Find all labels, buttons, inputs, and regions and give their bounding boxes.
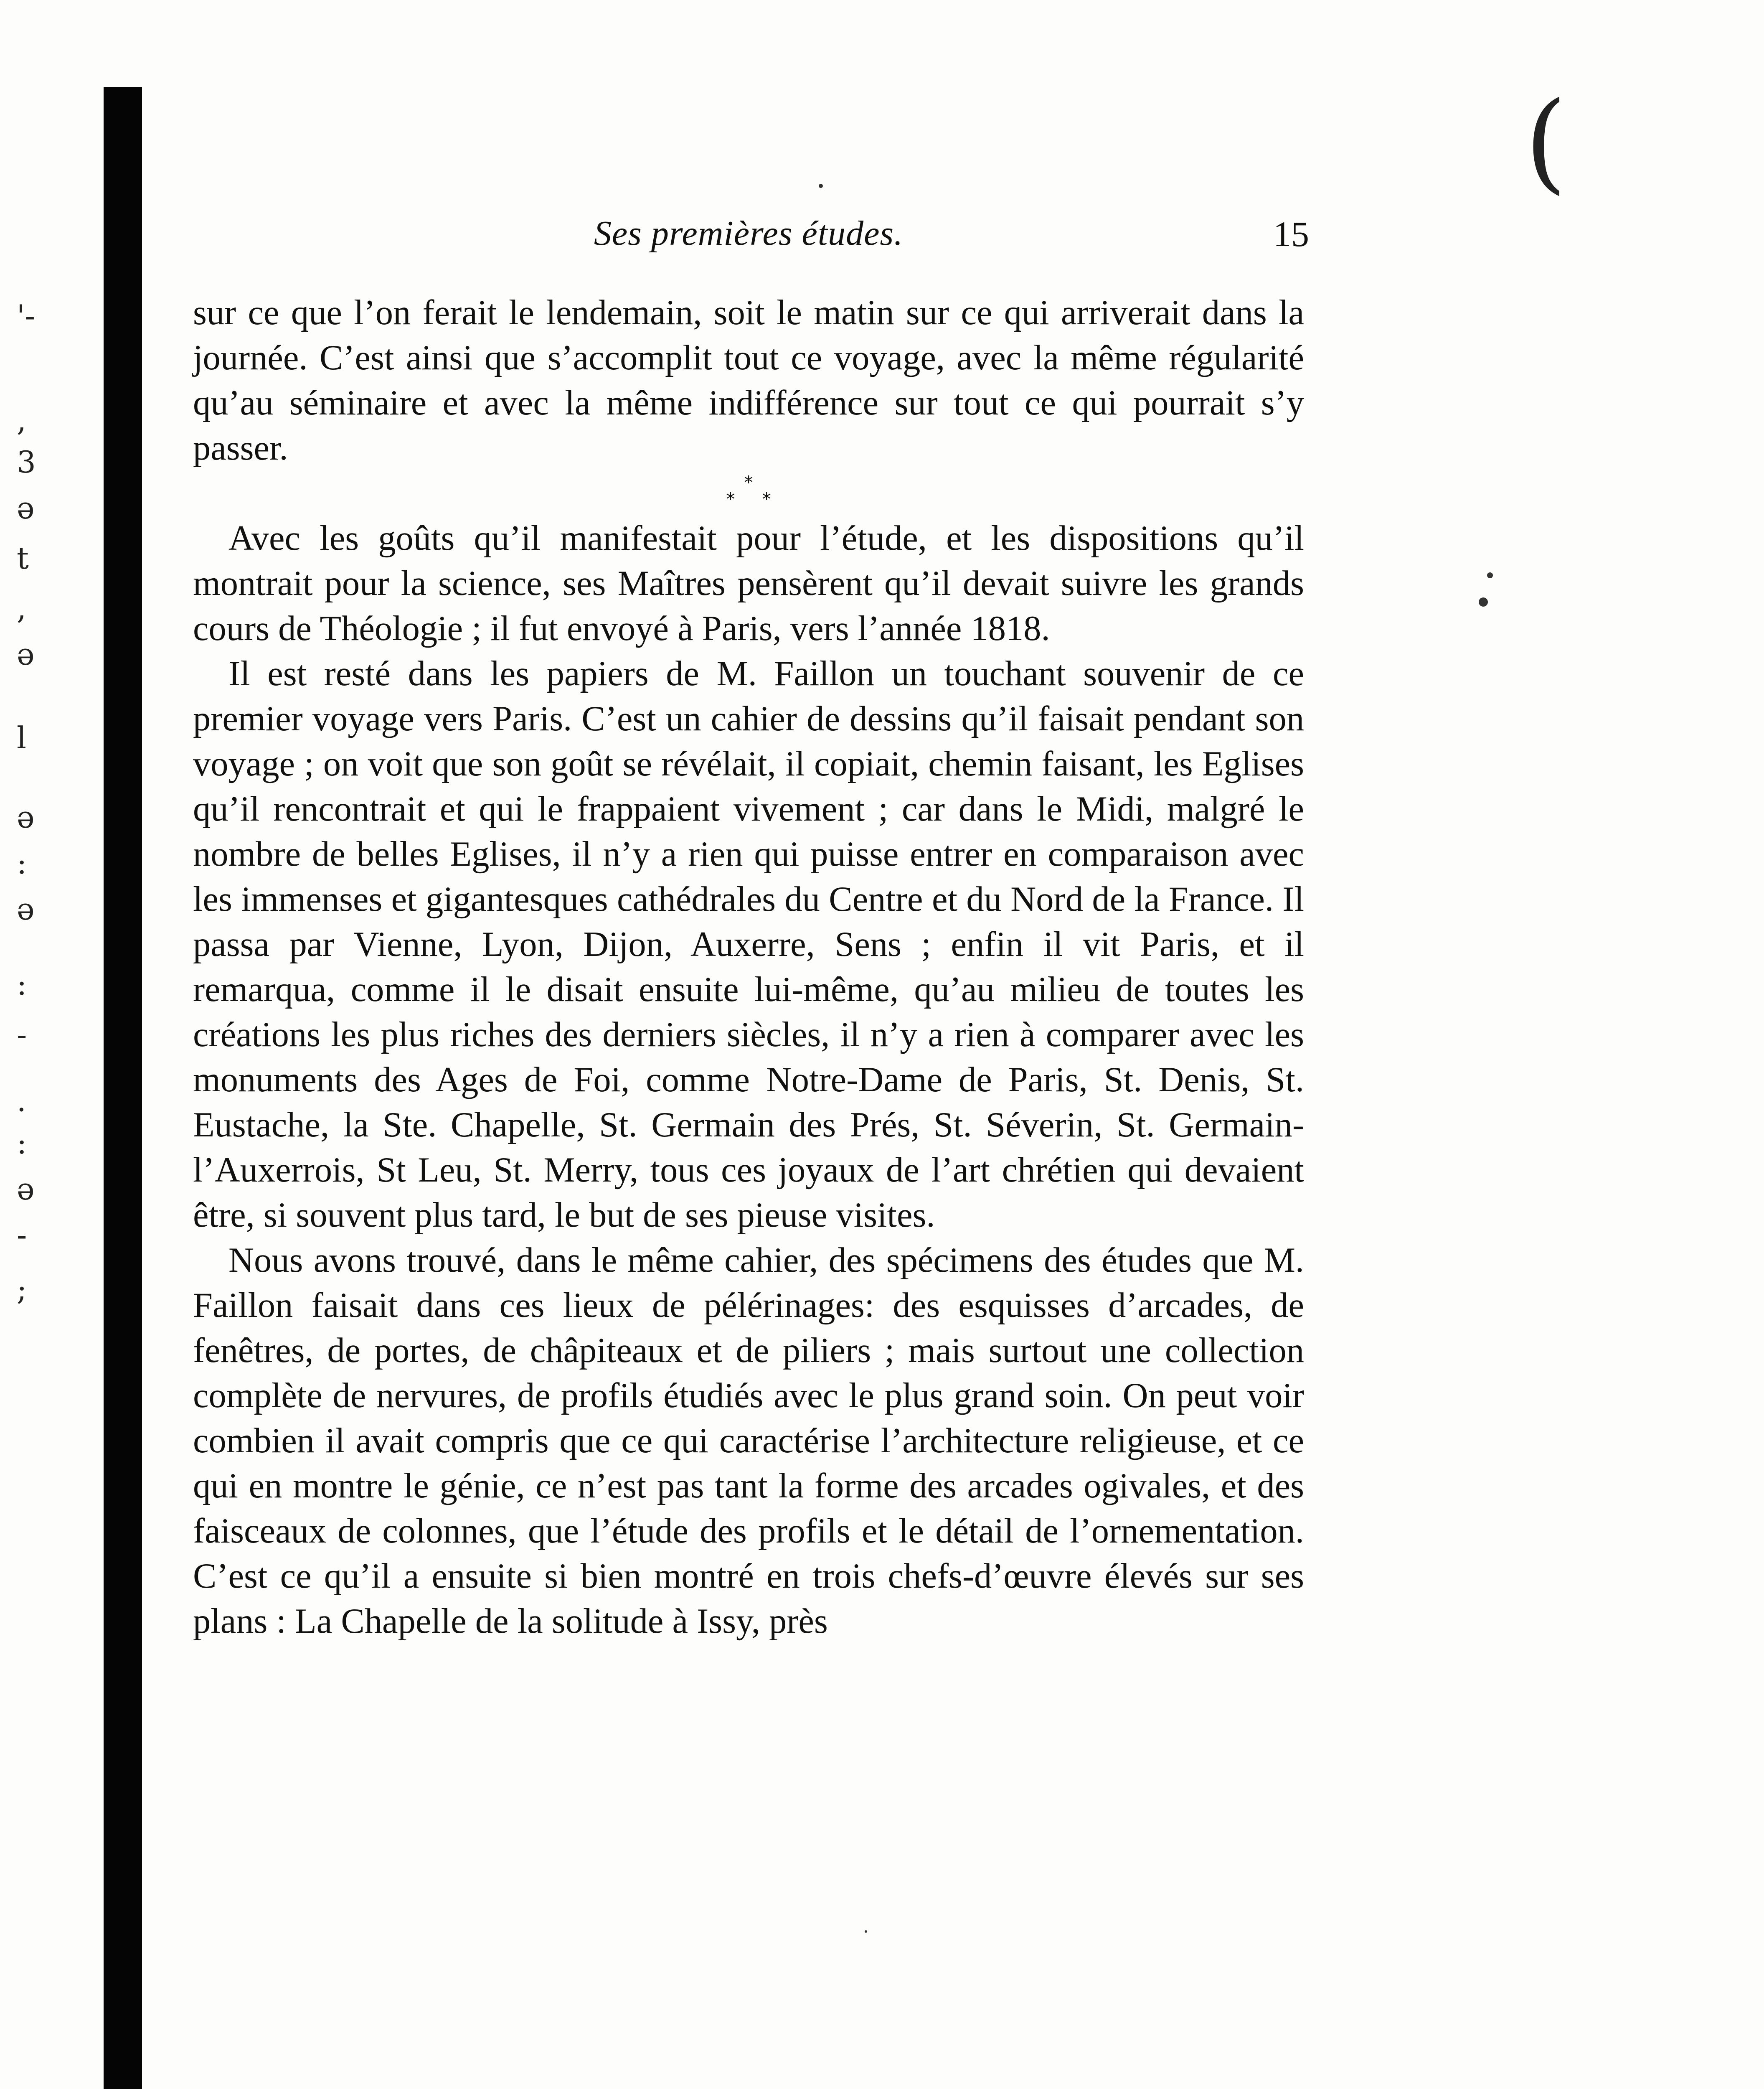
margin-mark: '- [17, 298, 36, 333]
page-number: 15 [1273, 214, 1309, 254]
section-separator [193, 471, 1304, 516]
left-margin-marks [8, 298, 67, 1638]
margin-mark: ə [17, 637, 35, 672]
paragraph: Il est resté dans les papiers de M. Faillon un touchant souvenir de ce premier voyage vers Paris. C’est un cahier de dessins qu’il faisait pendant son voyage ; on voit que son goût se révélait, il copiait, chemin faisant, les Eglises qu’il rencontrait et qui le frappaient vivement ; car dans le Midi, malgré le nombre de belles Eglises, il n’y a rien qui puisse entrer en comparaison avec les immenses et gigantesques cathédrales du Centre et du Nord de la France. Il passa par Vienne, Lyon, Dijon, Auxerre, Sens ; enfin il vit Paris, et il remarqua, comme il le disait ensuite lui-même, qu’au milieu de toutes les créations les plus riches des derniers siècles, il n’y a rien à comparer avec les monuments des Ages de Foi, comme Notre-Dame de Paris, St. Denis, St. Eustache, la Ste. Chapelle, St. Germain des Prés, St. Séverin, St. Germain-l’Auxerrois, St Leu, St. Merry, tous ces joyaux de l’art chrétien qui devaient être, si souvent plus tard, le but de ses pieuse visites. [193, 654, 1304, 1235]
scan-speck [1479, 597, 1488, 607]
scan-speck [1487, 572, 1493, 578]
running-head [193, 201, 1309, 267]
binding-edge [104, 87, 142, 2089]
book-page [193, 201, 1309, 1644]
margin-mark: , [17, 591, 26, 626]
paragraph: sur ce que l’on ferait le lendemain, soit le matin sur ce qui arriverait dans la journée. C’est ainsi que s’accomplit tout ce voyage, avec la même régularité qu’au séminaire et avec la même indifférence sur tout ce qui pourrait s’y passer. [193, 293, 1304, 468]
margin-mark: ; [17, 1272, 27, 1307]
running-title: Ses premières études. [594, 214, 904, 253]
margin-mark: - [17, 1217, 27, 1253]
margin-mark: : [17, 846, 27, 881]
margin-mark: - [17, 1017, 27, 1052]
separator-star-top: * [744, 472, 753, 493]
margin-mark: , [17, 403, 26, 438]
margin-mark: t [17, 541, 29, 576]
margin-mark: · [17, 1092, 26, 1127]
paragraph: Nous avons trouvé, dans le même cahier, des spécimens des études que M. Faillon faisait dans ces lieux de pélérinages: des esquisses d’arcades, de fenêtres, de portes, de châpiteaux et de piliers ; mais surtout une collection complète de nervures, de profils étudiés avec le plus grand soin. On peut voir combien il avait compris que ce qui caractérise l’architecture religieuse, et ce qui en montre le génie, ce n’est pas tant la forme des arcades ogivales, et des faisceaux de colonnes, que l’étude des profils et le détail de l’ornementation. C’est ce qu’il a ensuite si bien montré en trois chefs-d’œuvre élevés sur ses plans : La Chapelle de la solitude à Issy, près [193, 1241, 1304, 1641]
margin-mark: : [17, 1126, 27, 1161]
margin-mark: ə [17, 800, 35, 835]
margin-mark: 3 [17, 445, 36, 480]
body-text [193, 290, 1304, 1644]
margin-mark: : [17, 967, 27, 1002]
margin-mark: l [17, 720, 27, 755]
scan-speck [819, 184, 823, 188]
margin-mark: ə [17, 490, 35, 526]
scan-artifact-paren: ( [1525, 79, 1567, 205]
scan-speck [865, 1930, 867, 1933]
separator-stars-bottom: * * [726, 489, 782, 509]
margin-mark: ə [17, 892, 35, 927]
paragraph: Avec les goûts qu’il manifestait pour l’étude, et les dispositions qu’il montrait pour la science, ses Maîtres pensèrent qu’il devait suivre les grands cours de Théologie ; il fut envoyé à Paris, vers l’année 1818. [193, 519, 1304, 648]
margin-mark: ə [17, 1172, 35, 1207]
